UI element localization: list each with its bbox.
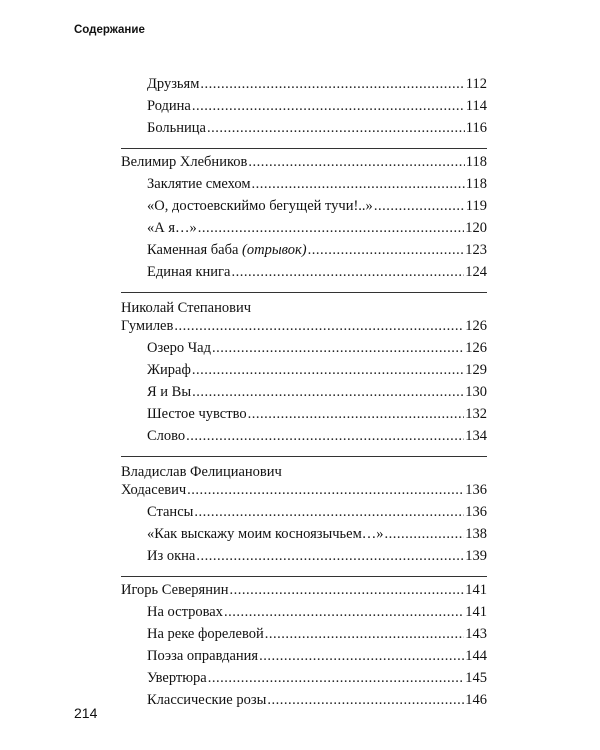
entry-page: 114 [465,98,487,114]
entry-page: 136 [465,504,487,520]
entry-title: Озеро Чад [147,340,211,356]
author-name-line1: Николай Степанович [121,300,252,316]
toc-entry [121,242,487,264]
entry-title-main: Каменная баба [147,242,243,258]
toc-author [121,482,487,504]
toc-entry [121,362,487,384]
entry-title: Друзьям [147,76,200,92]
toc-author [121,318,487,340]
entry-page: 119 [465,198,487,214]
entry-page: 129 [465,362,487,378]
entry-title: Я и Вы [147,384,192,400]
toc-entry [121,120,487,142]
toc-section [121,148,487,292]
author-page: 136 [465,482,487,498]
entry-page: 112 [465,76,487,92]
toc-entry [121,670,487,692]
leader-dots [212,340,464,357]
entry-page: 143 [465,626,487,642]
entry-title: Родина [147,98,191,114]
leader-dots [248,406,465,423]
entry-page: 123 [465,242,487,258]
entry-title: Шестое чувство [147,406,247,422]
leader-dots [194,504,464,521]
leader-dots [259,648,464,665]
toc-entry [121,604,487,626]
toc-section [121,76,487,148]
entry-title: Классические розы [147,692,267,708]
entry-title: Единая книга [147,264,231,280]
entry-title: Стансы [147,504,194,520]
author-page: 126 [465,318,487,334]
toc-entry [121,548,487,570]
toc-entry [121,692,487,714]
entry-page: 116 [465,120,487,136]
entry-page: 132 [465,406,487,422]
entry-title: Увертюра [147,670,207,686]
toc-entry [121,220,487,242]
toc-entry [121,198,487,220]
leader-dots [374,198,465,215]
entry-page: 144 [465,648,487,664]
leader-dots [192,362,464,379]
toc-entry [121,176,487,198]
leader-dots [174,318,464,335]
author-name-line2: Ходасевич [121,482,187,498]
toc-entry [121,648,487,670]
leader-dots [196,548,464,565]
leader-dots [385,526,465,543]
entry-page: 126 [465,340,487,356]
toc-entry [121,98,487,120]
leader-dots [198,220,464,237]
entry-title: «Как выскажу моим косноязычьем…» [147,526,384,542]
author-page: 141 [465,582,487,598]
toc-author [121,154,487,176]
leader-dots [200,76,464,93]
entry-title: Поэза оправдания [147,648,259,664]
leader-dots [207,120,465,137]
leader-dots [186,428,464,445]
leader-dots [267,692,464,709]
leader-dots [248,154,464,171]
toc-entry [121,384,487,406]
entry-page: 120 [465,220,487,236]
toc-entry [121,76,487,98]
entry-page: 139 [465,548,487,564]
leader-dots [192,384,464,401]
entry-title: На островах [147,604,223,620]
entry-page: 124 [465,264,487,280]
toc-section [121,456,487,576]
entry-title: Слово [147,428,186,444]
author-page: 118 [465,154,487,170]
toc-section [121,292,487,456]
leader-dots [224,604,464,621]
author-name: Игорь Северянин [121,582,229,598]
entry-title: «А я…» [147,220,197,236]
entry-page: 146 [465,692,487,708]
entry-title: Больница [147,120,206,136]
leader-dots [252,176,465,193]
leader-dots [192,98,465,115]
entry-title: Жираф [147,362,191,378]
toc-entry [121,504,487,526]
leader-dots [187,482,464,499]
entry-page: 134 [465,428,487,444]
toc-entry [121,526,487,548]
entry-title: Из окна [147,548,196,564]
entry-title: На реке форелевой [147,626,264,642]
toc-entry [121,626,487,648]
table-of-contents [121,76,487,720]
leader-dots [229,582,464,599]
leader-dots [265,626,465,643]
toc-section [121,576,487,720]
author-name: Велимир Хлебников [121,154,248,170]
author-name-line1: Владислав Фелицианович [121,464,282,480]
leader-dots [308,242,465,259]
entry-page: 145 [465,670,487,686]
page-number: 214 [74,705,98,721]
entry-page: 141 [465,604,487,620]
toc-entry [121,264,487,286]
toc-author [121,582,487,604]
leader-dots [231,264,464,281]
entry-title: Заклятие смехом [147,176,251,192]
entry-title: «О, достоевскиймо бегущей тучи!..» [147,198,373,214]
author-name-line2: Гумилев [121,318,174,334]
running-header: Содержание [74,24,145,36]
entry-page: 118 [465,176,487,192]
entry-title-note: (отрывок) [242,242,307,258]
entry-page: 138 [465,526,487,542]
toc-entry [121,406,487,428]
toc-entry [121,340,487,362]
entry-page: 130 [465,384,487,400]
toc-entry [121,428,487,450]
leader-dots [208,670,465,687]
entry-title [147,242,307,259]
